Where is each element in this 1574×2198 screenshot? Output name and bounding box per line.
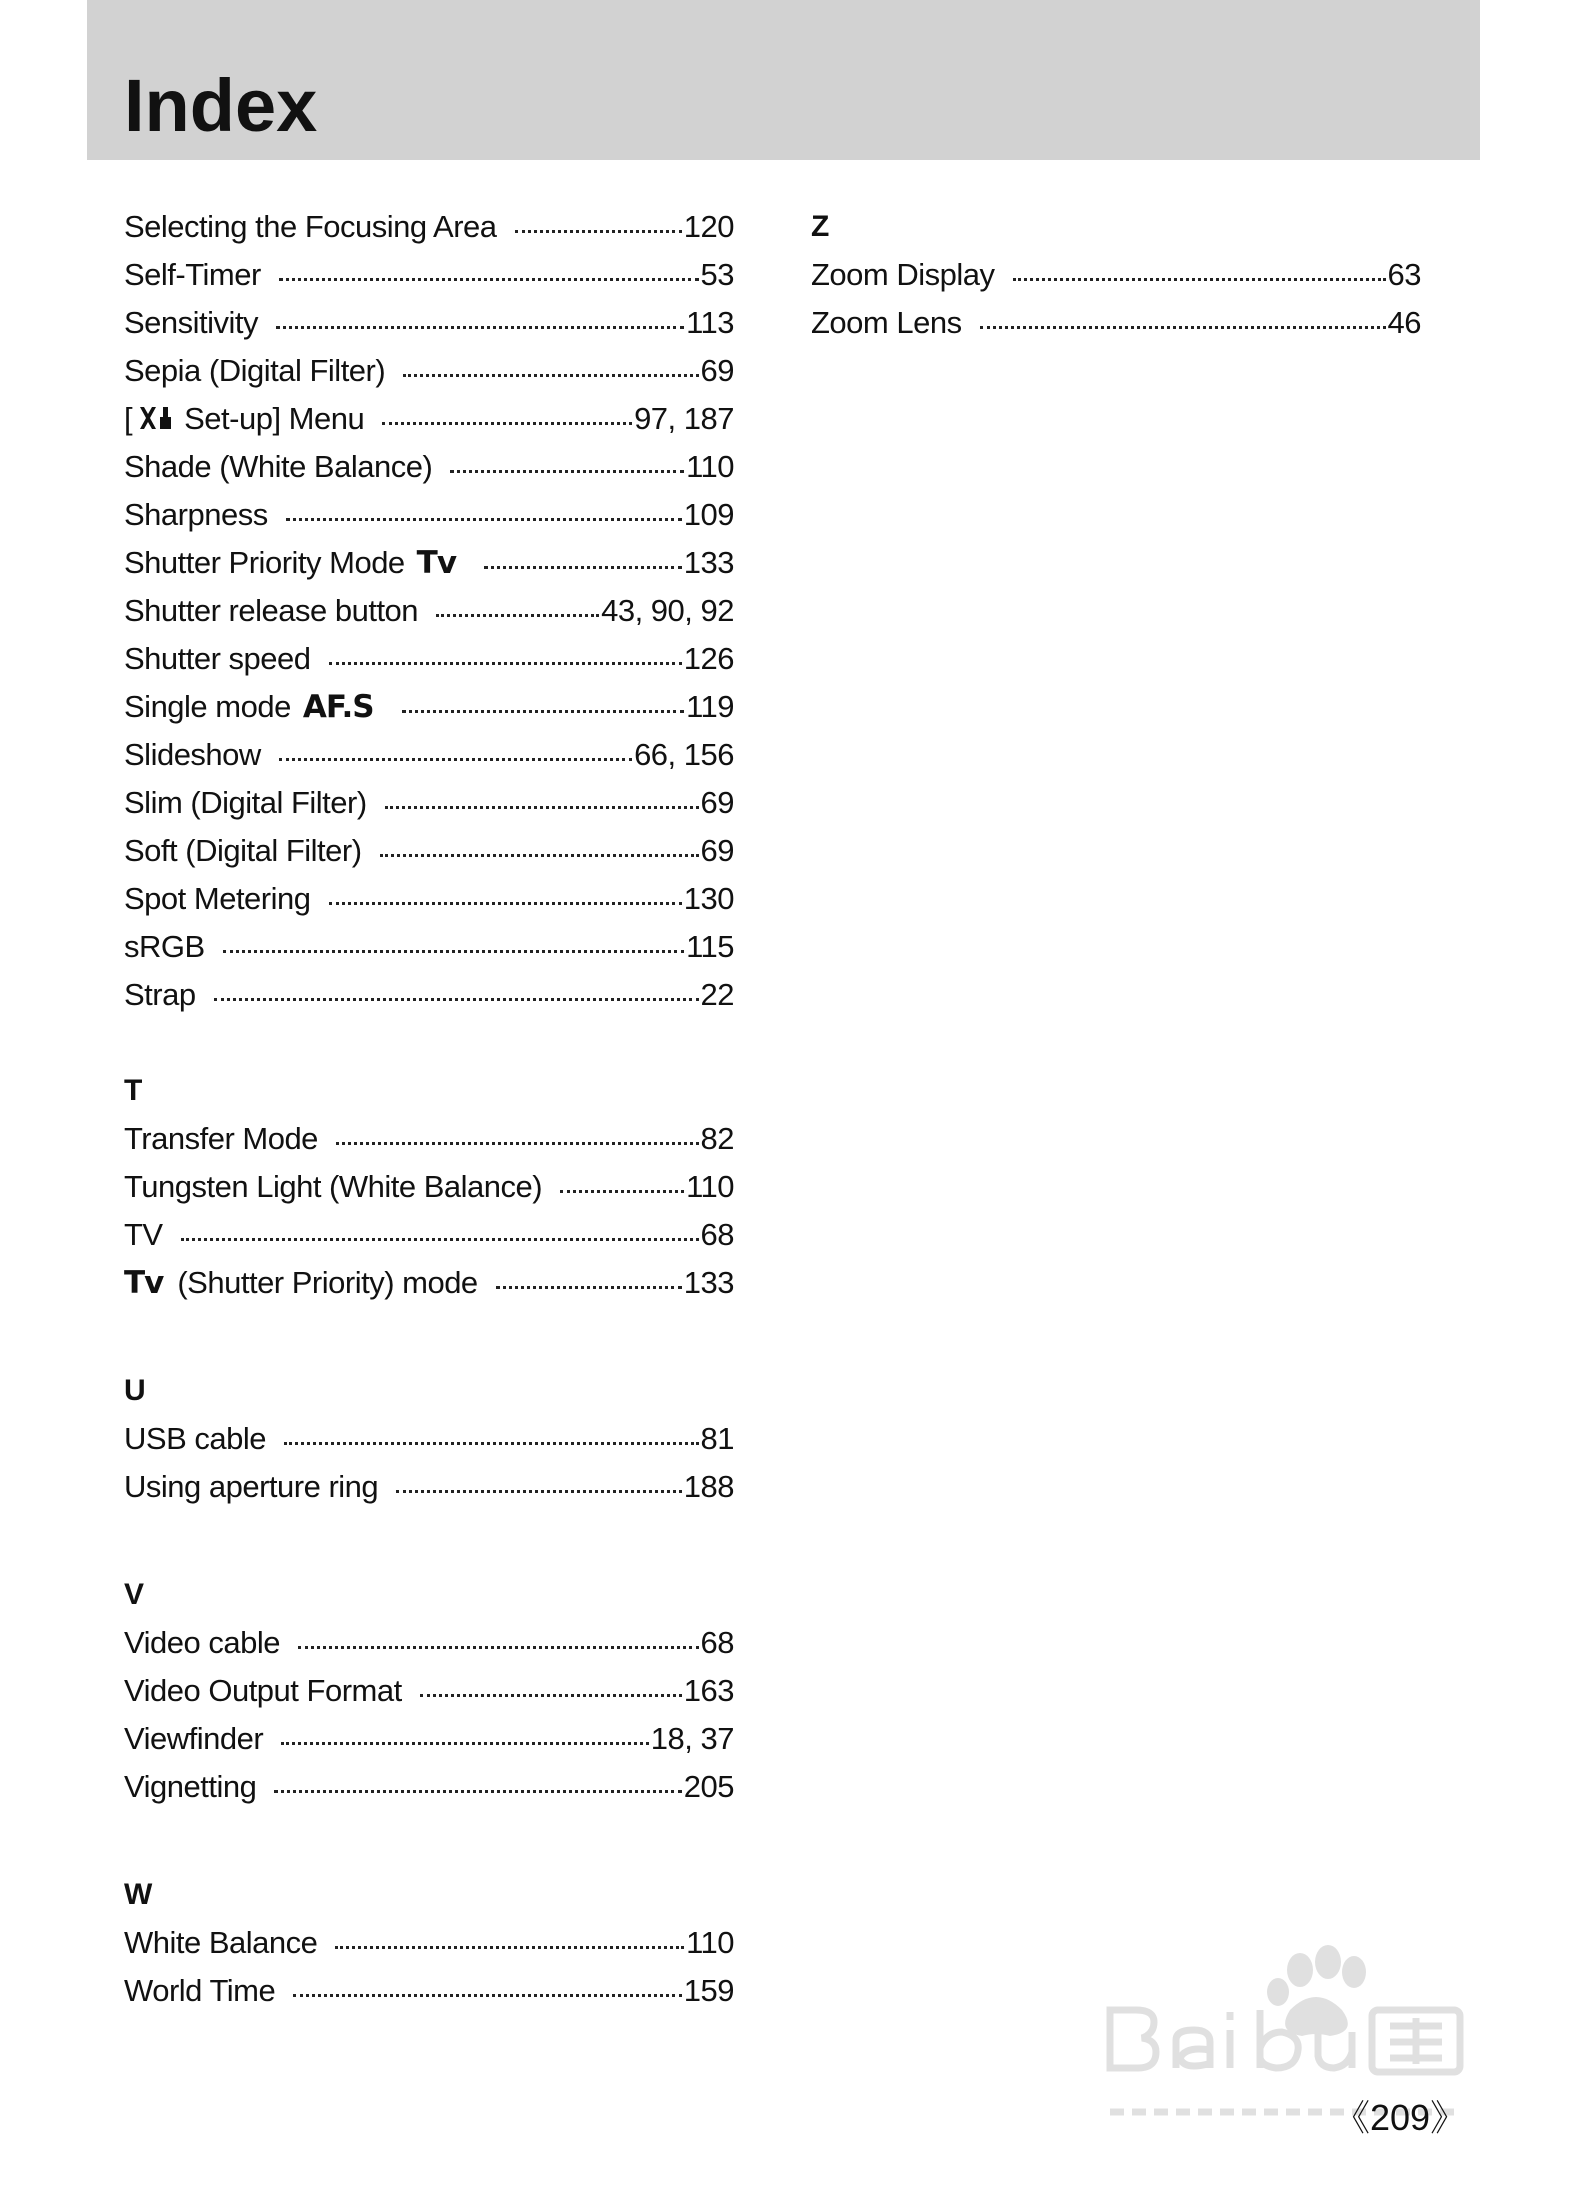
- index-entry: [124, 251, 734, 299]
- dot-leader: [284, 1439, 699, 1445]
- dot-leader: [515, 227, 682, 233]
- dot-leader: [281, 1739, 649, 1745]
- index-entry: [124, 731, 734, 779]
- index-group-w: [124, 1871, 734, 2015]
- index-group-v: [124, 1571, 734, 1811]
- entry-pages: 205: [683, 1769, 734, 1804]
- dot-leader: [329, 899, 682, 905]
- entry-label: TV: [124, 1217, 163, 1252]
- entry-label: Sepia (Digital Filter): [124, 353, 386, 388]
- entry-label: Video cable: [124, 1625, 280, 1660]
- entry-pages: 188: [683, 1469, 734, 1504]
- entry-label: Shutter Priority Mode: [124, 545, 405, 580]
- entry-pages: 46: [1387, 305, 1421, 340]
- entry-pages: 22: [700, 977, 734, 1012]
- dot-leader: [380, 851, 699, 857]
- entry-pages: 126: [683, 641, 734, 676]
- dot-leader: [403, 371, 698, 377]
- dot-leader: [396, 1487, 682, 1493]
- entry-pages: 69: [700, 833, 734, 868]
- entry-pages: 109: [683, 497, 734, 532]
- entry-label: (Shutter Priority) mode: [177, 1265, 478, 1300]
- index-entry: [124, 1967, 734, 2015]
- entry-pages: 110: [686, 1169, 734, 1204]
- dot-leader: [286, 515, 682, 521]
- entry-pages: 113: [686, 305, 734, 340]
- dot-leader: [279, 275, 699, 281]
- page-title: Index: [124, 64, 318, 147]
- entry-pages: 82: [700, 1121, 734, 1156]
- entry-pages: 18, 37: [650, 1721, 734, 1756]
- index-entry: [124, 1115, 734, 1163]
- index-entry: [124, 635, 734, 683]
- entry-pages: 163: [683, 1673, 734, 1708]
- dot-leader: [335, 1943, 684, 1949]
- index-group-s: [124, 203, 734, 1019]
- dot-leader: [293, 1991, 682, 1997]
- index-entry: [124, 827, 734, 875]
- entry-pages: 68: [700, 1217, 734, 1252]
- section-letter: Z: [811, 210, 830, 243]
- index-entry: [124, 923, 734, 971]
- dot-leader: [436, 611, 599, 617]
- dot-leader: [382, 419, 632, 425]
- entry-label: Shade (White Balance): [124, 449, 433, 484]
- dot-leader: [1013, 275, 1386, 281]
- entry-label: Transfer Mode: [124, 1121, 318, 1156]
- entry-label: Set-up] Menu: [184, 401, 365, 436]
- entry-label: White Balance: [124, 1925, 318, 1960]
- entry-label: Shutter speed: [124, 641, 311, 676]
- index-entry-setup-menu: [124, 395, 734, 443]
- entry-pages: 133: [683, 1265, 734, 1300]
- index-column-right: [811, 203, 1421, 407]
- entry-pages: 66, 156: [634, 737, 734, 772]
- index-group-u: [124, 1367, 734, 1511]
- page-number: 《209》: [1334, 2097, 1467, 2138]
- dot-leader: [420, 1691, 682, 1697]
- index-group-z: [811, 203, 1421, 347]
- dot-leader: [181, 1235, 699, 1241]
- dot-leader: [279, 755, 632, 761]
- entry-label-prefix: [: [124, 401, 133, 436]
- entry-label: Vignetting: [124, 1769, 257, 1804]
- entry-label: Zoom Display: [811, 257, 995, 292]
- index-entry: [124, 539, 734, 587]
- entry-label: Using aperture ring: [124, 1469, 379, 1504]
- dot-leader: [329, 659, 682, 665]
- tv-mode-glyph: Tv: [416, 545, 457, 581]
- index-entry: [811, 251, 1421, 299]
- entry-pages: 68: [700, 1625, 734, 1660]
- entry-pages: 159: [683, 1973, 734, 2008]
- dot-leader: [298, 1643, 699, 1649]
- entry-pages: 43, 90, 92: [601, 593, 734, 628]
- entry-pages: 133: [683, 545, 734, 580]
- index-entry: [124, 1763, 734, 1811]
- index-entry: [124, 1919, 734, 1967]
- afs-mode-glyph: AF.S: [302, 689, 374, 725]
- entry-label: Viewfinder: [124, 1721, 264, 1756]
- index-entry: [124, 1163, 734, 1211]
- tv-mode-glyph: Tv: [124, 1265, 164, 1301]
- section-letter: V: [124, 1578, 145, 1611]
- index-entry: [124, 347, 734, 395]
- index-group-t: [124, 1067, 734, 1307]
- entry-label: Sensitivity: [124, 305, 259, 340]
- index-entry: [811, 299, 1421, 347]
- dot-leader: [450, 467, 684, 473]
- entry-label: Sharpness: [124, 497, 268, 532]
- entry-label: Slideshow: [124, 737, 261, 772]
- dot-leader: [336, 1139, 699, 1145]
- entry-pages: 115: [686, 929, 734, 964]
- index-entry: [124, 587, 734, 635]
- dot-leader: [484, 563, 682, 569]
- section-letter: W: [124, 1878, 153, 1911]
- entry-label: Single mode: [124, 689, 291, 724]
- index-entry: [124, 1463, 734, 1511]
- index-entry: [124, 1715, 734, 1763]
- entry-label: Strap: [124, 977, 196, 1012]
- section-letter: U: [124, 1374, 146, 1407]
- entry-label: Shutter release button: [124, 593, 419, 628]
- entry-label: USB cable: [124, 1421, 266, 1456]
- entry-label: Tungsten Light (White Balance): [124, 1169, 543, 1204]
- index-entry: [124, 1667, 734, 1715]
- dot-leader: [385, 803, 699, 809]
- entry-pages: 63: [1387, 257, 1421, 292]
- section-letter: T: [124, 1074, 143, 1107]
- dot-leader: [274, 1787, 681, 1793]
- entry-label: Zoom Lens: [811, 305, 962, 340]
- index-entry: [124, 299, 734, 347]
- entry-label: Spot Metering: [124, 881, 311, 916]
- dot-leader: [560, 1187, 684, 1193]
- entry-pages: 69: [700, 353, 734, 388]
- entry-label: Self-Timer: [124, 257, 261, 292]
- entry-pages: 97, 187: [634, 401, 734, 436]
- entry-label: World Time: [124, 1973, 276, 2008]
- index-entry: [124, 203, 734, 251]
- entry-label: sRGB: [124, 929, 205, 964]
- index-entry: [124, 1619, 734, 1667]
- index-entry: [124, 1211, 734, 1259]
- wrench-setup-icon: [136, 397, 180, 423]
- entry-pages: 53: [700, 257, 734, 292]
- index-column-left: [124, 203, 734, 2075]
- entry-label: Slim (Digital Filter): [124, 785, 367, 820]
- entry-label: Video Output Format: [124, 1673, 402, 1708]
- dot-leader: [402, 707, 685, 713]
- entry-pages: 120: [683, 209, 734, 244]
- index-entry: [124, 443, 734, 491]
- dot-leader: [214, 995, 699, 1001]
- entry-label: Soft (Digital Filter): [124, 833, 362, 868]
- index-entry: [124, 971, 734, 1019]
- entry-label: Selecting the Focusing Area: [124, 209, 497, 244]
- index-entry: [124, 1259, 734, 1307]
- index-entry: [124, 875, 734, 923]
- dot-leader: [223, 947, 684, 953]
- entry-pages: 119: [686, 689, 734, 724]
- dot-leader: [496, 1283, 682, 1289]
- index-entry: [124, 491, 734, 539]
- entry-pages: 69: [700, 785, 734, 820]
- entry-pages: 130: [683, 881, 734, 916]
- dot-leader: [980, 323, 1386, 329]
- dot-leader: [276, 323, 684, 329]
- entry-pages: 110: [686, 449, 734, 484]
- index-entry: [124, 683, 734, 731]
- entry-pages: 81: [700, 1421, 734, 1456]
- index-entry: [124, 1415, 734, 1463]
- index-entry: [124, 779, 734, 827]
- entry-pages: 110: [686, 1925, 734, 1960]
